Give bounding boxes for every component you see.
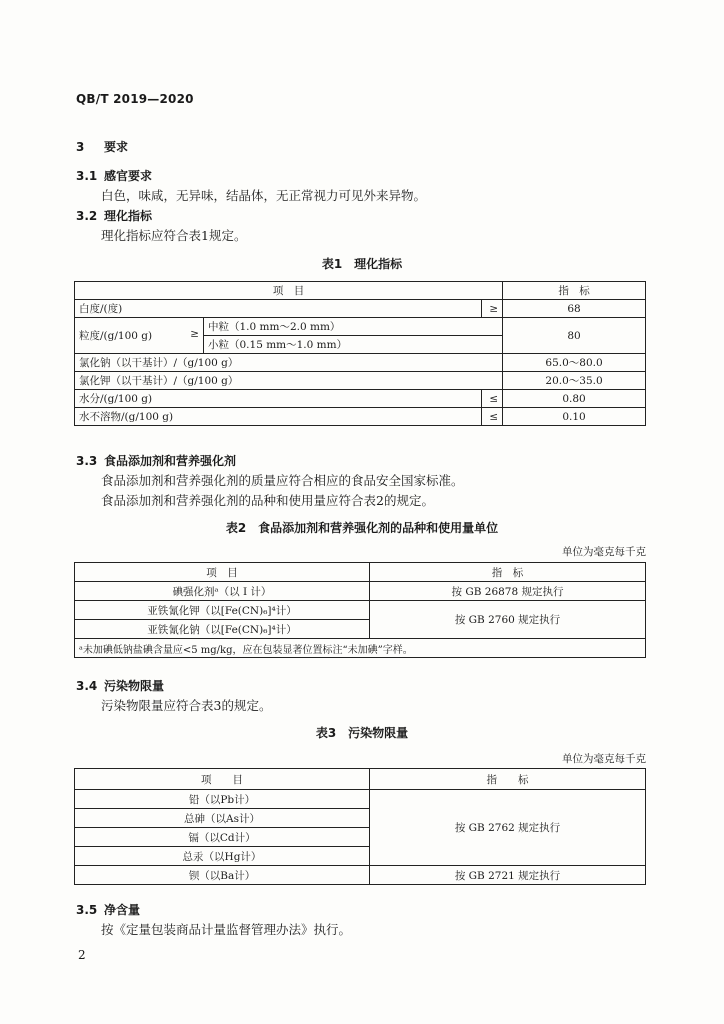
header-item: 项 目 xyxy=(75,769,370,790)
row-label: 粒度/(g/100 g) ≥ xyxy=(75,318,204,354)
header-value: 指 标 xyxy=(370,769,646,790)
table-row xyxy=(75,372,646,390)
section-number: 3.2 xyxy=(76,209,98,223)
table-1 xyxy=(74,281,646,426)
section-3-1-heading xyxy=(76,167,152,184)
header-item: 项 目 xyxy=(75,282,503,300)
table-note-row xyxy=(75,639,646,658)
section-3-3-text-1: 食品添加剂和营养强化剂的质量应符合相应的食品安全国家标准。 xyxy=(101,473,464,488)
row-value: 68 xyxy=(503,300,646,318)
table-2 xyxy=(74,562,646,658)
row-sub-label: 小粒（0.15 mm～1.0 mm） xyxy=(204,336,503,354)
table-row xyxy=(75,582,646,601)
row-label: 水分/(g/100 g) xyxy=(75,390,482,408)
section-3-2-heading xyxy=(76,207,152,224)
table-3 xyxy=(74,768,646,885)
section-title: 净含量 xyxy=(104,903,141,917)
table-row xyxy=(75,390,646,408)
header-value: 指 标 xyxy=(503,282,646,300)
row-label: 氯化钾（以干基计）/（g/100 g） xyxy=(75,372,503,390)
table-header-row xyxy=(75,282,646,300)
section-3-4-text: 污染物限量应符合表3的规定。 xyxy=(101,698,272,713)
table-2-unit: 单位为毫克每千克 xyxy=(562,546,646,558)
table-row xyxy=(75,408,646,426)
row-value: 按 GB 2762 规定执行 xyxy=(370,790,646,866)
table-note: ᵃ未加碘低钠盐碘含量应<5 mg/kg，应在包装显著位置标注“未加碘”字样。 xyxy=(75,639,646,658)
section-3-heading xyxy=(76,138,128,155)
section-number: 3 xyxy=(76,140,85,154)
row-operator: ≤ xyxy=(482,390,503,408)
table-3-unit: 单位为毫克每千克 xyxy=(562,753,646,765)
row-value: 0.10 xyxy=(503,408,646,426)
row-label: 亚铁氰化钾（以[Fe(CN)₆]⁴计） xyxy=(75,601,370,620)
row-label: 白度/(度) xyxy=(75,300,482,318)
section-title: 食品添加剂和营养强化剂 xyxy=(104,454,237,468)
section-3-5-text: 按《定量包装商品计量监督管理办法》执行。 xyxy=(101,922,352,937)
table-row xyxy=(75,318,646,336)
header-value: 指 标 xyxy=(370,563,646,582)
table-row xyxy=(75,300,646,318)
row-label: 镉（以Cd计） xyxy=(75,828,370,847)
table-row xyxy=(75,866,646,885)
table-row xyxy=(75,601,646,620)
table-header-row xyxy=(75,769,646,790)
row-operator: ≥ xyxy=(482,300,503,318)
section-3-2-text: 理化指标应符合表1规定。 xyxy=(101,228,247,243)
row-label: 总砷（以As计） xyxy=(75,809,370,828)
row-label: 铅（以Pb计） xyxy=(75,790,370,809)
section-title: 感官要求 xyxy=(104,169,153,183)
table-row xyxy=(75,790,646,809)
section-title: 污染物限量 xyxy=(104,679,165,693)
table-row xyxy=(75,354,646,372)
table-2-caption: 表2 食品添加剂和营养强化剂的品种和使用量单位 xyxy=(225,521,499,535)
page-number: 2 xyxy=(78,948,86,962)
section-number: 3.5 xyxy=(76,903,98,917)
section-3-3-text-2: 食品添加剂和营养强化剂的品种和使用量应符合表2的规定。 xyxy=(101,493,434,508)
section-3-1-text: 白色，味咸，无异味，结晶体，无正常视力可见外来异物。 xyxy=(101,188,427,203)
table-1-caption: 表1 理化指标 xyxy=(321,257,403,271)
section-title: 要求 xyxy=(104,140,129,154)
section-3-5-heading xyxy=(76,901,140,918)
row-label: 亚铁氰化钠（以[Fe(CN)₆]⁴计） xyxy=(75,620,370,639)
table-3-caption: 表3 污染物限量 xyxy=(315,726,409,740)
section-number: 3.1 xyxy=(76,169,98,183)
row-label: 水不溶物/(g/100 g) xyxy=(75,408,482,426)
row-label: 钡（以Ba计） xyxy=(75,866,370,885)
row-operator: ≤ xyxy=(482,408,503,426)
row-value: 按 GB 2760 规定执行 xyxy=(370,601,646,639)
section-3-4-heading xyxy=(76,677,164,694)
section-number: 3.3 xyxy=(76,454,98,468)
section-number: 3.4 xyxy=(76,679,98,693)
row-label: 碘强化剂ᵃ（以 I 计） xyxy=(75,582,370,601)
row-value: 0.80 xyxy=(503,390,646,408)
row-value: 按 GB 2721 规定执行 xyxy=(370,866,646,885)
row-label: 氯化钠（以干基计）/（g/100 g） xyxy=(75,354,503,372)
row-sub-label: 中粒（1.0 mm～2.0 mm） xyxy=(204,318,503,336)
row-value: 80 xyxy=(503,318,646,354)
section-3-3-heading xyxy=(76,452,236,469)
section-title: 理化指标 xyxy=(104,209,153,223)
header-item: 项 目 xyxy=(75,563,370,582)
table-header-row xyxy=(75,563,646,582)
document-header: QB/T 2019—2020 xyxy=(76,92,194,106)
row-value: 65.0～80.0 xyxy=(503,354,646,372)
row-label: 总汞（以Hg计） xyxy=(75,847,370,866)
row-value: 按 GB 26878 规定执行 xyxy=(370,582,646,601)
row-value: 20.0～35.0 xyxy=(503,372,646,390)
